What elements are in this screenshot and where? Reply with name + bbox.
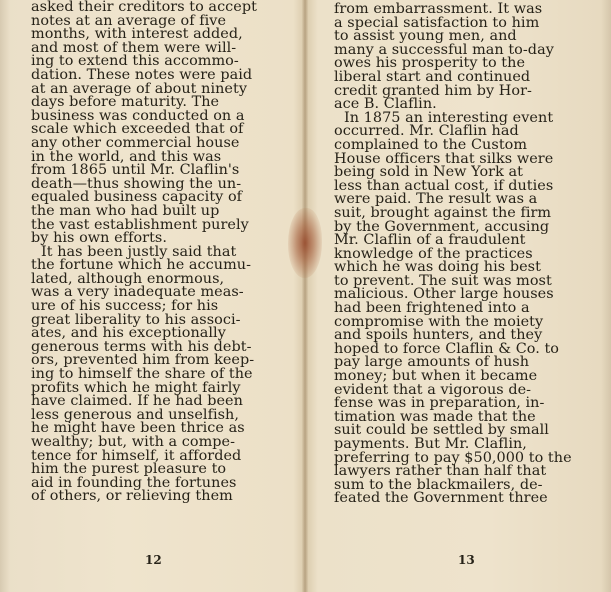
text-line: knowledge of the practices bbox=[334, 245, 533, 262]
text-line: suit could be settled by small bbox=[334, 422, 549, 439]
text-line: money; but when it became bbox=[334, 368, 538, 385]
text-line: less generous and unselfish, bbox=[31, 406, 239, 423]
text-line: death—thus showing the un- bbox=[31, 175, 242, 192]
text-line: to assist young men, and bbox=[334, 28, 517, 45]
text-line: timation was made that the bbox=[334, 408, 536, 425]
text-line: him the purest pleasure to bbox=[31, 461, 227, 478]
text-line: ors, prevented him from keep- bbox=[31, 352, 255, 369]
text-line: business was conducted on a bbox=[31, 107, 245, 124]
text-line: great liberality to his associ- bbox=[31, 311, 241, 328]
text-line: he might have been thrice as bbox=[31, 420, 245, 437]
text-line: evident that a vigorous de- bbox=[334, 381, 532, 398]
text-line: the man who had built up bbox=[31, 202, 220, 219]
text-line: days before maturity. The bbox=[31, 94, 220, 111]
text-line: of others, or relieving them bbox=[31, 488, 233, 505]
text-line: notes at an average of five bbox=[31, 12, 227, 29]
text-line: asked their creditors to accept bbox=[31, 0, 257, 15]
text-line: generous terms with his debt- bbox=[31, 338, 252, 355]
text-line: from embarrassment. It was bbox=[334, 1, 543, 17]
text-line: the vast establishment purely bbox=[31, 216, 249, 233]
text-line: the fortune which he accumu- bbox=[31, 257, 252, 274]
text-line: lated, although enormous, bbox=[31, 270, 225, 287]
text-line: profits which he might fairly bbox=[31, 379, 241, 396]
left-page-text bbox=[31, 1, 298, 504]
text-line: by the Government, accusing bbox=[334, 218, 550, 235]
text-line: ace B. Claflin. bbox=[334, 96, 437, 113]
text-line: in the world, and this was bbox=[31, 148, 222, 165]
text-line: tence for himself, it afforded bbox=[31, 447, 242, 464]
text-line: House officers that silks were bbox=[334, 150, 554, 167]
text-line: ing to himself the share of the bbox=[31, 366, 253, 383]
text-line: suit, brought against the firm bbox=[334, 204, 552, 221]
text-line: complained to the Custom bbox=[334, 136, 528, 153]
text-line: and most of them were will- bbox=[31, 39, 237, 56]
text-line: being sold in New York at bbox=[334, 164, 523, 181]
text-line: and spoils hunters, and they bbox=[334, 327, 543, 344]
text-line: malicious. Other large houses bbox=[334, 286, 554, 303]
text-line: wealthy; but, with a compe- bbox=[31, 434, 236, 450]
right-page-text bbox=[334, 3, 593, 506]
text-line: any other commercial house bbox=[31, 134, 240, 151]
text-line: from 1865 until Mr. Claflin's bbox=[31, 162, 240, 179]
text-line: ates, and his exceptionally bbox=[31, 325, 226, 342]
text-line: owes his prosperity to the bbox=[334, 55, 526, 72]
text-line: preferring to pay $50,000 to the bbox=[334, 449, 572, 466]
text-line: to prevent. The suit was most bbox=[334, 272, 552, 289]
text-line: sum to the blackmailers, de- bbox=[334, 476, 543, 493]
text-line: aid in founding the fortunes bbox=[31, 474, 237, 491]
text-line: In 1875 an interesting event bbox=[344, 109, 554, 126]
text-line: months, with interest added, bbox=[31, 26, 243, 43]
text-line: fense was in preparation, in- bbox=[334, 395, 545, 412]
text-line: by his own efforts. bbox=[31, 230, 167, 247]
text-line: lawyers rather than half that bbox=[334, 463, 547, 480]
text-line: less than actual cost, if duties bbox=[334, 177, 554, 194]
text-line: was a very inadequate meas- bbox=[31, 284, 244, 301]
text-line: scale which exceeded that of bbox=[31, 121, 244, 138]
text-line: Mr. Claflin of a fraudulent bbox=[334, 232, 526, 249]
text-line: have claimed. If he had been bbox=[31, 393, 243, 410]
text-line: had been frightened into a bbox=[334, 300, 530, 317]
text-line: ure of his success; for his bbox=[31, 298, 219, 315]
text-line: which he was doing his best bbox=[334, 259, 541, 276]
text-line: many a successful man to-day bbox=[334, 41, 554, 58]
text-line: It has been justly said that bbox=[41, 243, 237, 260]
left-page bbox=[0, 0, 304, 592]
right-page bbox=[306, 0, 611, 592]
text-line: payments. But Mr. Claflin, bbox=[334, 436, 527, 452]
text-line: occurred. Mr. Claflin had bbox=[334, 123, 519, 140]
text-line: dation. These notes were paid bbox=[31, 66, 253, 83]
text-line: hoped to force Claflin & Co. to bbox=[334, 340, 560, 357]
text-line: liberal start and continued bbox=[334, 68, 531, 85]
text-line: were paid. The result was a bbox=[334, 191, 538, 208]
text-line: at an average of about ninety bbox=[31, 80, 248, 97]
text-line: compromise with the moiety bbox=[334, 313, 544, 330]
text-line: feated the Government three bbox=[334, 490, 548, 507]
text-line: ing to extend this accommo- bbox=[31, 53, 239, 70]
text-line: credit granted him by Hor- bbox=[334, 82, 532, 99]
text-line: pay large amounts of hush bbox=[334, 354, 530, 371]
text-line: equaled business capacity of bbox=[31, 189, 243, 206]
text-line: a special satisfaction to him bbox=[334, 14, 540, 31]
left-page-number: 12 bbox=[145, 553, 162, 567]
right-page-number: 13 bbox=[458, 553, 475, 567]
